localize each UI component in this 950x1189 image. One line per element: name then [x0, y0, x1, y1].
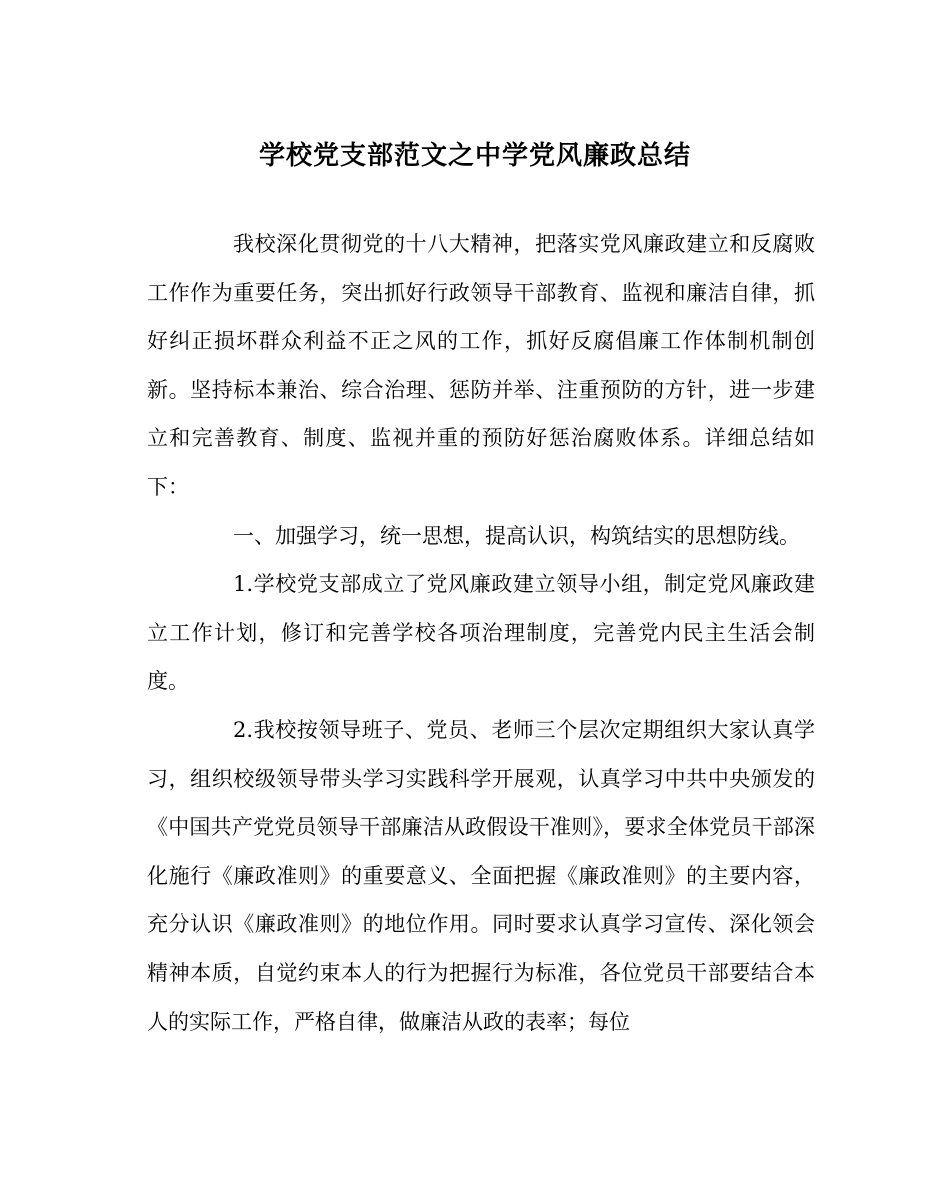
document-title: 学校党支部范文之中学党风廉政总结: [258, 141, 691, 171]
paragraph-item-1: 1.学校党支部成立了党风廉政建立领导小组，制定党风廉政建立工作计划，修订和完善学校各项治理制度，完善党内民主生活会制度。: [147, 572, 815, 694]
paragraph-section-heading: 一、加强学习，统一思想，提高认识，构筑结实的思想防线。: [233, 523, 800, 548]
paragraph-intro: 我校深化贯彻党的十八大精神，把落实党风廉政建立和反腐败工作作为重要任务，突出抓好行政领导干部教育、监视和廉洁自律，抓好纠正损坏群众利益不正之风的工作，抓好反腐倡廉工作体制机制创新。坚持标本兼治、综合治理、惩防并举、注重预防的方针，进一步建立和完善教育、制度、监视并重的预防好惩治腐败体系。详细总结如下：: [147, 232, 815, 499]
document-body: [147, 220, 815, 1046]
paragraph-item-2: 2.我校按领导班子、党员、老师三个层次定期组织大家认真学习，组织校级领导带头学习实践科学开展观，认真学习中共中央颁发的《中国共产党党员领导干部廉洁从政假设干准则》，要求全体党员干部深化施行《廉政准则》的重要意义、全面把握《廉政准则》的主要内容，充分认识《廉政准则》的地位作用。同时要求认真学习宣传、深化领会精神本质，自觉约束本人的行为把握行为标准，各位党员干部要结合本人的实际工作，严格自律，做廉洁从政的表率；每位: [147, 717, 815, 1034]
